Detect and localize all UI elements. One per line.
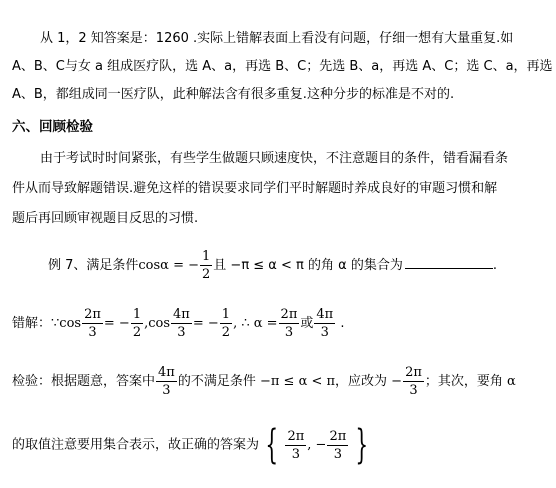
therefore-alpha: , ∴ α = (233, 316, 278, 331)
check-label: 检验：根据题意，答案中 (12, 374, 156, 389)
fraction-numerator: 4π (173, 307, 190, 322)
fraction-numerator: 1 (221, 307, 231, 322)
check-frac-2 (403, 364, 424, 399)
fraction-denominator: 3 (320, 325, 329, 340)
fraction-denominator: 2 (132, 325, 142, 340)
intro-line-1: 从 1，2 知答案是：1260 .实际上错解表面上看没有问题，仔细一想有大量重复.如 (40, 31, 514, 46)
intro-line-3: A、B，都组成同一医疗队，此种解法含有很多重复.这种分步的标准是不对的. (12, 87, 455, 102)
wrong-label: 错解： (12, 316, 52, 331)
answer-frac-1 (285, 428, 306, 463)
fraction-numerator: 2π (84, 307, 101, 322)
fraction-denominator: 3 (88, 325, 97, 340)
answer-blank (405, 254, 493, 269)
example-cos-alpha: cosα = − (138, 258, 200, 273)
fraction-denominator: 2 (202, 267, 211, 282)
fraction-numerator: 1 (202, 249, 211, 264)
fraction-denominator: 2 (221, 325, 231, 340)
fraction-denominator: 3 (284, 325, 294, 340)
equals-neg: = − (103, 316, 130, 331)
example-7 (48, 246, 497, 286)
answer-frac-2 (327, 428, 348, 463)
fraction-denominator: 3 (177, 325, 186, 340)
fraction-numerator: 2π (280, 307, 298, 322)
section-para-line-1: 由于考试时时间紧张，有些学生做题只顾速度快，不注意题目的条件，错看漏看条 (40, 151, 509, 166)
left-brace: { (265, 422, 279, 468)
wrong-frac-2 (131, 306, 143, 341)
intro-line-2: A、B、C与女 a 组成医疗队，选 A、a，再选 B、C；先选 B、a，再选 A、C；选 C、a，再选 (12, 59, 553, 74)
right-brace: } (355, 422, 369, 468)
example-end: . (492, 258, 497, 273)
wrong-end: . (336, 316, 345, 331)
fraction-numerator: 1 (132, 307, 142, 322)
wrong-frac-3 (171, 306, 192, 341)
fraction-denominator: 3 (162, 383, 171, 398)
comma-cos: ,cos (144, 316, 171, 331)
example-prefix: 例 7、满足条件 (48, 258, 139, 273)
check-line-1 (12, 362, 516, 402)
fraction-denominator: 3 (333, 446, 343, 462)
section-para-line-2: 件从而导致解题错误.避免这样的错误要求同学们平时解题时养成良好的审题习惯和解 (12, 181, 498, 196)
check-condition: 的不满足条件 −π ≤ α < π，应改为 − (177, 374, 403, 389)
fraction-numerator: 2π (329, 428, 347, 444)
wrong-frac-4 (220, 306, 232, 341)
because-cos: ∵cos (51, 316, 82, 331)
example-condition: 且 −π ≤ α < π 的角 α 的集合为 (213, 258, 403, 273)
section-para-line-3: 题后再回顾审视题目反思的习惯. (12, 211, 199, 226)
check-frac-1 (156, 364, 177, 399)
section-heading: 六、回顾检验 (12, 119, 93, 135)
wrong-frac-5 (279, 306, 300, 341)
or-word: 或 (300, 316, 314, 331)
wrong-frac-6 (314, 306, 335, 341)
fraction-denominator: 3 (291, 446, 301, 462)
answer-separator: , − (307, 437, 327, 453)
check-line-2 (12, 420, 375, 470)
equals-neg-2: = − (192, 316, 219, 331)
fraction-numerator: 4π (158, 365, 175, 380)
fraction-numerator: 2π (405, 365, 422, 380)
example-fraction (200, 248, 212, 283)
fraction-numerator: 2π (287, 428, 305, 444)
check-line-2-text: 的取值注意要用集合表示，故正确的答案为 (12, 437, 260, 453)
wrong-solution (12, 304, 344, 344)
fraction-numerator: 4π (316, 307, 334, 322)
fraction-denominator: 3 (409, 383, 418, 398)
check-tail: ；其次，要角 α (424, 374, 516, 389)
wrong-frac-1 (82, 306, 103, 341)
